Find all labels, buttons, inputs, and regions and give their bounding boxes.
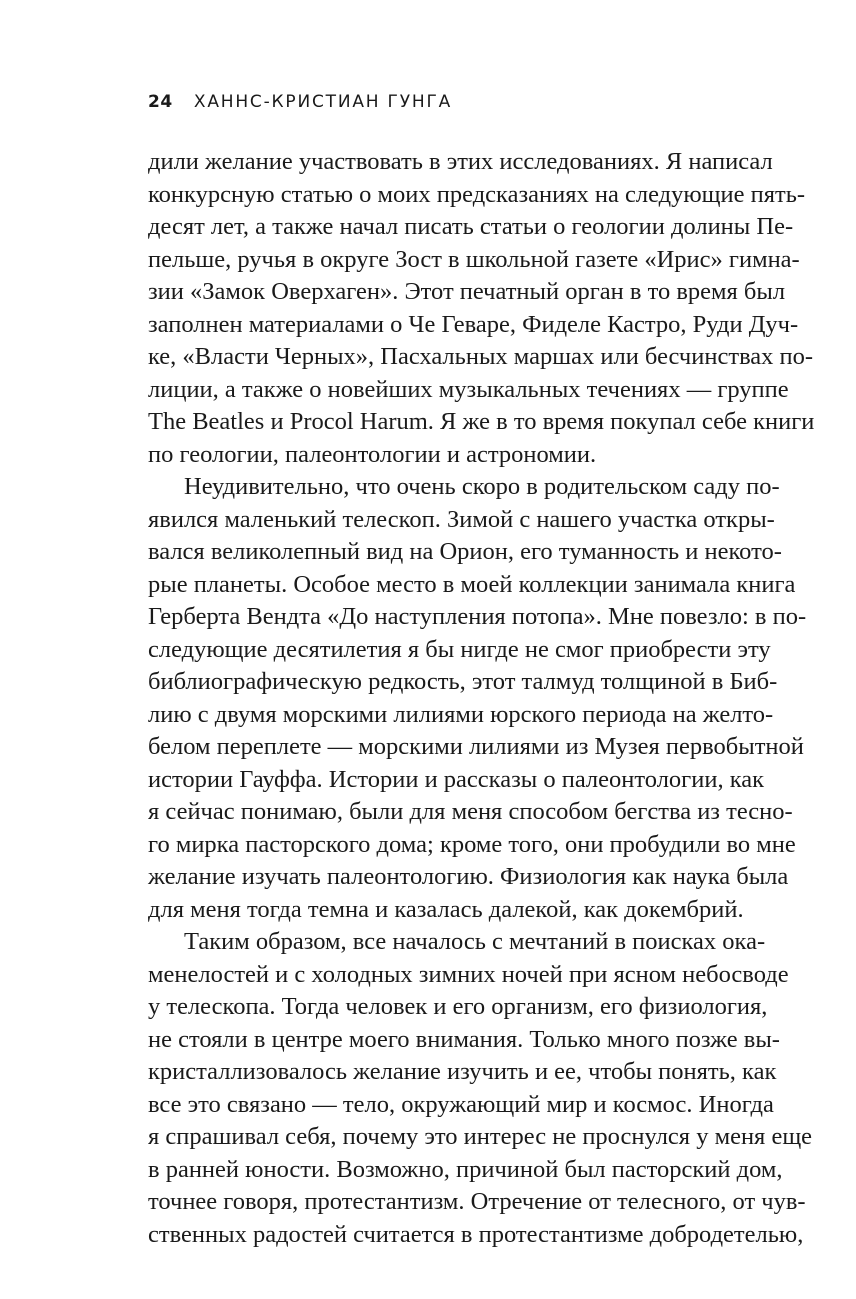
text-line: дили желание участвовать в этих исследованиях. Я написал <box>148 148 773 175</box>
running-header <box>148 92 452 112</box>
body-text <box>148 146 815 1251</box>
text-line: белом переплете — морскими лилиями из Музея первобытной <box>148 733 804 760</box>
text-line: рые планеты. Особое место в моей коллекции занимала книга <box>148 570 796 598</box>
text-line: все это связано — тело, окружающий мир и космос. Иногда <box>148 1090 774 1118</box>
text-line: истории Гауффа. Истории и рассказы о палеонтологии, как <box>148 765 765 793</box>
text-line: в ранней юности. Возможно, причиной был пасторский дом, <box>148 1155 783 1183</box>
text-line: пельше, ручья в округе Зост в школьной газете «Ирис» гимна- <box>148 245 800 273</box>
text-line: у телескопа. Тогда человек и его организм, его физиология, <box>148 993 768 1020</box>
text-line: по геологии, палеонтологии и астрономии. <box>148 440 597 468</box>
text-line: библиографическую редкость, этот талмуд толщиной в Биб- <box>148 668 778 695</box>
author-name: ХАННС-КРИСТИАН ГУНГА <box>193 92 453 112</box>
paragraph <box>148 146 815 471</box>
text-line: заполнен материалами о Че Геваре, Фиделе Кастро, Руди Дуч- <box>148 310 799 338</box>
text-line: Герберта Вендта «До наступления потопа». Мне повезло: в по- <box>148 603 807 630</box>
text-line: следующие десятилетия я бы нигде не смог приобрести эту <box>148 635 771 663</box>
text-line: для меня тогда темна и казалась далекой, как докембрий. <box>148 895 744 923</box>
text-line: го мирка пасторского дома; кроме того, они пробудили во мне <box>148 830 796 858</box>
text-line: вался великолепный вид на Орион, его туманность и некото- <box>148 538 782 565</box>
paragraph <box>148 471 807 926</box>
text-line: десят лет, а также начал писать статьи о геологии долины Пе- <box>148 213 794 240</box>
text-line: явился маленький телескоп. Зимой с нашего участка откры- <box>148 505 775 533</box>
text-line: ке, «Власти Черных», Пасхальных маршах или бесчинствах по- <box>148 343 814 370</box>
text-line: желание изучать палеонтологию. Физиология как наука была <box>148 863 789 890</box>
paragraph <box>148 926 813 1251</box>
text-line: кристаллизовалось желание изучить и ее, чтобы понять, как <box>148 1058 777 1085</box>
page-number: 24 <box>148 92 173 112</box>
text-line: я спрашивал себя, почему это интерес не проснулся у меня еще <box>148 1123 813 1150</box>
text-line: лию с двумя морскими лилиями юрского периода на желто- <box>148 700 774 728</box>
text-line: менелостей и с холодных зимних ночей при ясном небосводе <box>148 960 789 988</box>
text-line: не стояли в центре моего внимания. Только много позже вы- <box>148 1025 780 1053</box>
text-line: Неудивительно, что очень скоро в родительском саду по- <box>184 473 780 500</box>
text-line: точнее говоря, протестантизм. Отречение от телесного, от чув- <box>148 1188 806 1215</box>
text-line: конкурсную статью о моих предсказаниях на следующие пять- <box>148 180 806 208</box>
text-line: ственных радостей считается в протестантизме добродетелью, <box>148 1220 804 1248</box>
text-line: Таким образом, все началось с мечтаний в поисках ока- <box>184 928 766 955</box>
text-line: The Beatles и Procol Harum. Я же в то время покупал себе книги <box>148 408 815 435</box>
text-line: я сейчас понимаю, были для меня способом бегства из тесно- <box>148 798 793 825</box>
text-line: зии «Замок Оверхаген». Этот печатный орган в то время был <box>148 278 786 305</box>
text-line: лиции, а также о новейших музыкальных течениях — группе <box>148 375 789 403</box>
